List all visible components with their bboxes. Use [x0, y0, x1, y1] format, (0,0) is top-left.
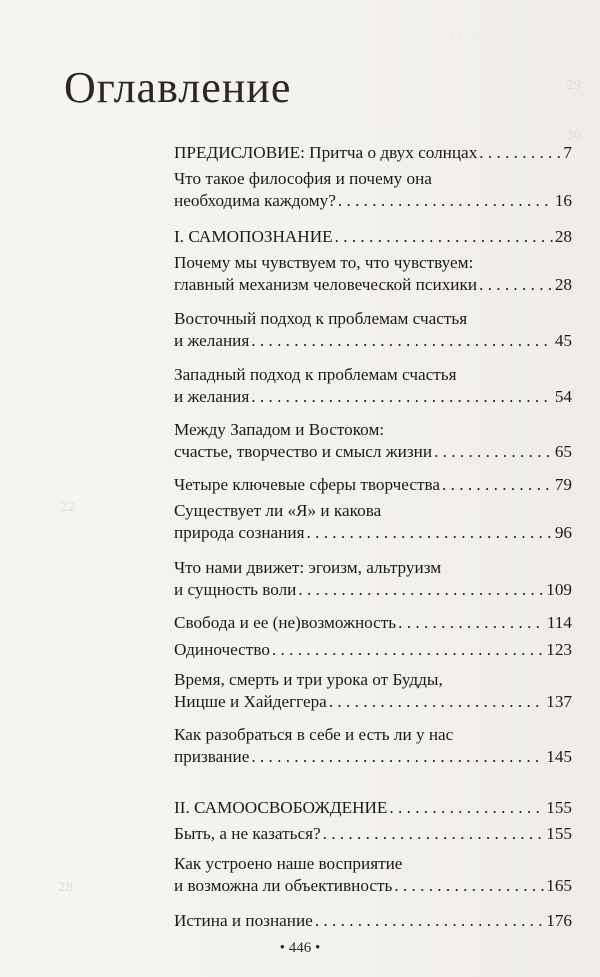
toc-entry-title: Четыре ключевые сферы творчества: [174, 475, 441, 494]
dot-leader: [251, 386, 553, 408]
toc-entry: [174, 142, 572, 164]
toc-page-number: 123: [546, 640, 572, 659]
toc-entry: [174, 797, 572, 819]
dot-leader: [389, 797, 544, 819]
toc-entry-title: II. САМООСВОБОЖДЕНИЕ: [174, 798, 388, 817]
toc-entry: [174, 724, 572, 768]
toc-entry-title: главный механизм человеческой психики: [174, 275, 478, 294]
toc-page-number: 96: [554, 523, 572, 542]
toc-page-number: 16: [554, 191, 572, 210]
toc-page-number: 109: [546, 580, 572, 599]
bleed-through-text: 29: [566, 78, 582, 92]
toc-entry-title: необходима каждому?: [174, 191, 336, 210]
dot-leader: [335, 226, 553, 248]
toc-page-number: 155: [546, 824, 572, 843]
toc-entry: [174, 252, 572, 296]
toc-entry-title: Как устроено наше восприятие: [174, 854, 403, 873]
dot-leader: [329, 691, 544, 713]
dot-leader: [251, 746, 544, 768]
toc-entry-title: Одиночество: [174, 640, 270, 659]
toc-entry-title: Что такое философия и почему она: [174, 169, 432, 188]
dot-leader: [442, 474, 553, 496]
toc-entry: [174, 612, 572, 634]
toc-entry: [174, 474, 572, 496]
toc-entry-title: Что нами движет: эгоизм, альтруизм: [174, 558, 442, 577]
toc-entry-title: Истина и познание: [174, 911, 313, 930]
toc-entry-title: Быть, а не казаться?: [174, 824, 321, 843]
toc-entry-title: призвание: [174, 747, 250, 766]
dot-leader: [315, 910, 544, 932]
toc-page-number: 54: [554, 387, 572, 406]
dot-leader: [479, 274, 553, 296]
dot-leader: [479, 142, 561, 164]
toc-entry: [174, 910, 572, 932]
toc-page-number: 137: [546, 692, 572, 711]
toc-entry: [174, 500, 572, 544]
bleed-through-text: 22: [60, 500, 76, 514]
bleed-through-text: · · · · · · · · ·: [420, 32, 485, 46]
toc-page-number: 65: [554, 442, 572, 461]
toc-page-number: 176: [546, 911, 572, 930]
dot-leader: [323, 823, 545, 845]
toc-entry-title: Восточный подход к проблемам счастья: [174, 309, 468, 328]
toc-entry: [174, 226, 572, 248]
page-number: • 446 •: [279, 940, 321, 956]
toc-entry-title: Ницше и Хайдеггера: [174, 692, 327, 711]
toc-page-number: 79: [554, 475, 572, 494]
toc-entry-title: Почему мы чувствуем то, что чувствуем:: [174, 253, 474, 272]
toc-entry-title: ПРЕДИСЛОВИЕ: Притча о двух солнцах: [174, 143, 478, 162]
toc-page-number: 155: [546, 798, 572, 817]
toc-entry-title: счастье, творчество и смысл жизни: [174, 442, 433, 461]
toc-page-number: 28: [554, 275, 572, 294]
toc-entry-title: Между Западом и Востоком:: [174, 420, 385, 439]
toc-entry-title: природа сознания: [174, 523, 305, 542]
bleed-through-text: 30: [566, 128, 582, 142]
toc-page-number: 7: [563, 143, 572, 162]
dot-leader: [398, 612, 545, 634]
dot-leader: [338, 190, 553, 212]
toc-page-number: 165: [546, 876, 572, 895]
toc-entry: [174, 639, 572, 661]
toc-entry: [174, 364, 572, 408]
toc-entry-title: I. САМОПОЗНАНИЕ: [174, 227, 333, 246]
toc-entry-title: Западный подход к проблемам счастья: [174, 365, 457, 384]
dot-leader: [251, 330, 553, 352]
toc-entry-title: Время, смерть и три урока от Будды,: [174, 670, 443, 689]
toc-entry-title: Как разобраться в себе и есть ли у нас: [174, 725, 454, 744]
toc-entry: [174, 308, 572, 352]
toc-entry-title: и желания: [174, 331, 250, 350]
toc-page-number: 28: [554, 227, 572, 246]
toc-entry-title: и сущность воли: [174, 580, 297, 599]
dot-leader: [434, 441, 553, 463]
dot-leader: [394, 875, 544, 897]
dot-leader: [307, 522, 553, 544]
toc-page-number: 45: [554, 331, 572, 350]
toc-entry-title: и возможна ли объективность: [174, 876, 393, 895]
dot-leader: [298, 579, 544, 601]
toc-entry: [174, 669, 572, 713]
toc-entry-title: Существует ли «Я» и какова: [174, 501, 382, 520]
toc-entry-title: и желания: [174, 387, 250, 406]
toc-entry: [174, 557, 572, 601]
toc-entry: [174, 419, 572, 463]
toc-page-number: 114: [546, 613, 572, 632]
bleed-through-text: 28: [58, 880, 74, 894]
toc-page-number: 145: [546, 747, 572, 766]
toc-entry: [174, 823, 572, 845]
toc-title: Оглавление: [64, 63, 292, 112]
toc-entry-title: Свобода и ее (не)возможность: [174, 613, 397, 632]
toc-entry: [174, 853, 572, 897]
dot-leader: [272, 639, 544, 661]
toc-entry: [174, 168, 572, 212]
